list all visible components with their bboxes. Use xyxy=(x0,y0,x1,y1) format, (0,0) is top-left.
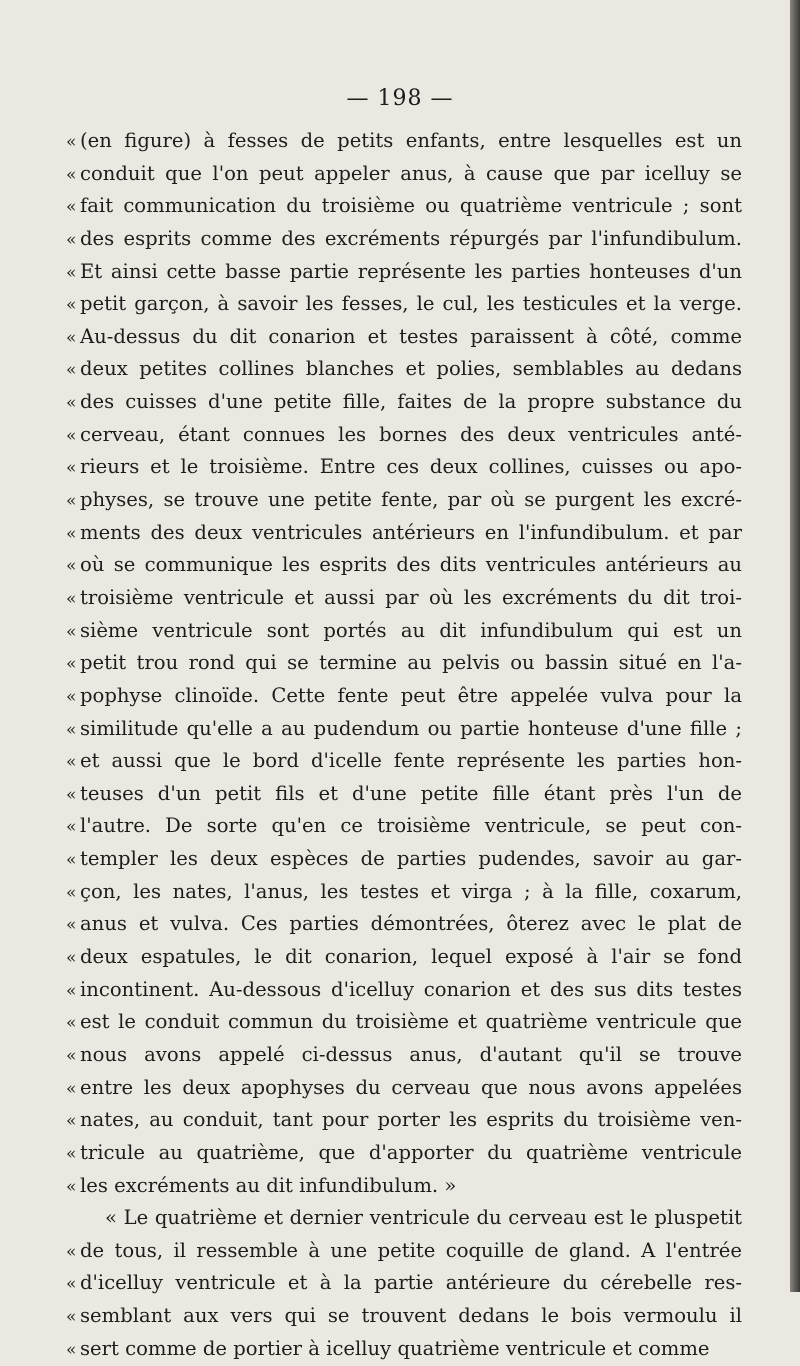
line-text: est le conduit commun du troisième et quatrième ventricule que xyxy=(80,1010,742,1034)
line-text: templer les deux espèces de parties pudendes, savoir au gar- xyxy=(80,847,742,871)
text-line xyxy=(66,484,742,517)
line-text: petit trou rond qui se termine au pelvis ou bassin situé en l'a- xyxy=(80,651,742,675)
text-line xyxy=(66,1006,742,1039)
line-text: (en figure) à fesses de petits enfants, entre lesquelles est un xyxy=(80,129,742,152)
text-line xyxy=(66,941,742,974)
quote-mark: « xyxy=(66,164,77,185)
text-line xyxy=(66,974,742,1007)
text-line xyxy=(66,321,742,354)
text-line xyxy=(66,158,742,191)
page-number: — 198 — xyxy=(346,86,454,111)
text-line xyxy=(66,125,742,158)
text-line xyxy=(66,190,742,223)
quote-mark: « xyxy=(66,523,77,544)
text-line xyxy=(66,745,742,778)
line-text: petit garçon, à savoir les fesses, le cul, les testicules et la verge. xyxy=(80,292,742,316)
line-text: d'icelluy ventricule et à la partie antérieure du cérebelle res- xyxy=(80,1271,742,1295)
line-text: nous avons appelé ci-dessus anus, d'autant qu'il se trouve xyxy=(80,1042,742,1066)
quote-mark: « xyxy=(66,784,77,805)
line-text: physes, se trouve une petite fente, par où se purgent les excré- xyxy=(80,488,742,512)
text-line xyxy=(66,419,742,452)
quote-mark: « xyxy=(66,1307,77,1328)
quote-mark: « xyxy=(66,686,77,707)
line-text: des cuisses d'une petite fille, faites de la propre substance du xyxy=(80,390,742,414)
line-text: deux espatules, le dit conarion, lequel exposé à l'air se fond xyxy=(80,945,742,969)
quote-mark: « xyxy=(66,425,77,446)
line-text: Au-dessus du dit conarion et testes paraissent à côté, comme xyxy=(80,324,742,348)
line-text: Et ainsi cette basse partie représente les parties honteuses d'un xyxy=(80,259,742,283)
quote-mark: « xyxy=(66,654,77,675)
quote-mark: « xyxy=(66,1013,77,1034)
text-line xyxy=(66,1300,742,1333)
quote-mark: « xyxy=(66,1274,77,1295)
text-line xyxy=(66,1072,742,1105)
quote-mark: « xyxy=(66,719,77,740)
text-line xyxy=(66,223,742,256)
text-line xyxy=(66,680,742,713)
text-line xyxy=(66,778,742,811)
line-text: similitude qu'elle a au pudendum ou partie honteuse d'une fille ; xyxy=(80,716,742,740)
line-text: deux petites collines blanches et polies, semblables au dedans xyxy=(80,357,742,381)
quote-mark: « xyxy=(66,132,77,152)
text-line xyxy=(66,386,742,419)
quote-mark: « xyxy=(66,262,77,283)
text-line xyxy=(66,353,742,386)
text-line xyxy=(66,1202,742,1235)
text-line xyxy=(66,1333,742,1366)
text-line xyxy=(66,810,742,843)
text-line xyxy=(66,908,742,941)
quote-mark: « xyxy=(66,752,77,773)
line-text: de tous, il ressemble à une petite coquille de gland. A l'entrée xyxy=(80,1238,742,1262)
text-line xyxy=(66,288,742,321)
line-text: conduit que l'on peut appeler anus, à cause que par icelluy se xyxy=(80,161,742,185)
line-text: où se communique les esprits des dits ventricules antérieurs au xyxy=(80,553,742,577)
text-line xyxy=(66,843,742,876)
line-text: fait communication du troisième ou quatrième ventricule ; sont xyxy=(80,194,742,218)
quote-mark: « xyxy=(66,1045,77,1066)
quote-mark: « xyxy=(66,197,77,218)
text-line xyxy=(66,1267,742,1300)
quote-mark: « xyxy=(66,850,77,871)
text-line xyxy=(66,582,742,615)
line-text: troisième ventricule et aussi par où les excréments du dit troi- xyxy=(80,585,742,609)
text-line xyxy=(66,517,742,550)
line-text: les excréments au dit infundibulum. » xyxy=(80,1173,457,1197)
line-text: des esprits comme des excréments répurgés par l'infundibulum. xyxy=(80,226,742,250)
line-text: l'autre. De sorte qu'en ce troisième ventricule, se peut con- xyxy=(80,814,742,838)
quote-mark: « xyxy=(66,556,77,577)
line-text: tricule au quatrième, que d'apporter du quatrième ventricule xyxy=(80,1140,742,1164)
text-line xyxy=(66,256,742,289)
text-line xyxy=(66,1235,742,1268)
text-line xyxy=(66,615,742,648)
quote-mark: « xyxy=(66,1339,77,1360)
quote-mark: « xyxy=(66,1143,77,1164)
line-text: teuses d'un petit fils et d'une petite fille étant près l'un de xyxy=(80,781,742,805)
line-text: et aussi que le bord d'icelle fente représente les parties hon- xyxy=(80,749,742,773)
quote-mark: « xyxy=(66,491,77,512)
quote-mark: « xyxy=(66,948,77,969)
quote-mark: « xyxy=(66,1176,77,1197)
text-line xyxy=(66,1104,742,1137)
line-text: « Le quatrième et dernier ventricule du cerveau est le pluspetit xyxy=(105,1206,742,1230)
line-text: sième ventricule sont portés au dit infundibulum qui est un xyxy=(80,618,742,642)
quote-mark: « xyxy=(66,1078,77,1099)
line-text: cerveau, étant connues les bornes des deux ventricules anté- xyxy=(80,422,742,446)
quote-mark: « xyxy=(66,980,77,1001)
text-line xyxy=(66,1137,742,1170)
quote-mark: « xyxy=(66,458,77,479)
quote-mark: « xyxy=(66,817,77,838)
text-line xyxy=(66,1039,742,1072)
text-line xyxy=(66,647,742,680)
quote-mark: « xyxy=(66,229,77,250)
text-line xyxy=(66,876,742,909)
line-text: entre les deux apophyses du cerveau que nous avons appelées xyxy=(80,1075,742,1099)
line-text: semblant aux vers qui se trouvent dedans le bois vermoulu il xyxy=(80,1304,742,1328)
quote-mark: « xyxy=(66,621,77,642)
body-text xyxy=(66,125,742,1365)
line-text: rieurs et le troisième. Entre ces deux collines, cuisses ou apo- xyxy=(80,455,742,479)
quote-mark: « xyxy=(66,393,77,414)
line-text: anus et vulva. Ces parties démontrées, ôterez avec le plat de xyxy=(80,912,742,936)
line-text: sert comme de portier à icelluy quatrième ventricule et comme xyxy=(80,1336,710,1360)
line-text: çon, les nates, l'anus, les testes et virga ; à la fille, coxarum, xyxy=(80,879,742,903)
text-line xyxy=(66,713,742,746)
text-line xyxy=(66,451,742,484)
quote-mark: « xyxy=(66,915,77,936)
line-text: nates, au conduit, tant pour porter les esprits du troisième ven- xyxy=(80,1108,742,1132)
text-line xyxy=(66,1170,742,1203)
quote-mark: « xyxy=(66,882,77,903)
line-text: ments des deux ventricules antérieurs en l'infundibulum. et par xyxy=(80,520,742,544)
page-edge-shadow xyxy=(790,0,800,1292)
quote-mark: « xyxy=(66,295,77,316)
text-line xyxy=(66,549,742,582)
quote-mark: « xyxy=(66,360,77,381)
line-text: incontinent. Au-dessous d'icelluy conarion et des sus dits testes xyxy=(80,977,742,1001)
quote-mark: « xyxy=(66,588,77,609)
line-text: pophyse clinoïde. Cette fente peut être appelée vulva pour la xyxy=(80,683,742,707)
quote-mark: « xyxy=(66,1111,77,1132)
quote-mark: « xyxy=(66,327,77,348)
quote-mark: « xyxy=(66,1241,77,1262)
